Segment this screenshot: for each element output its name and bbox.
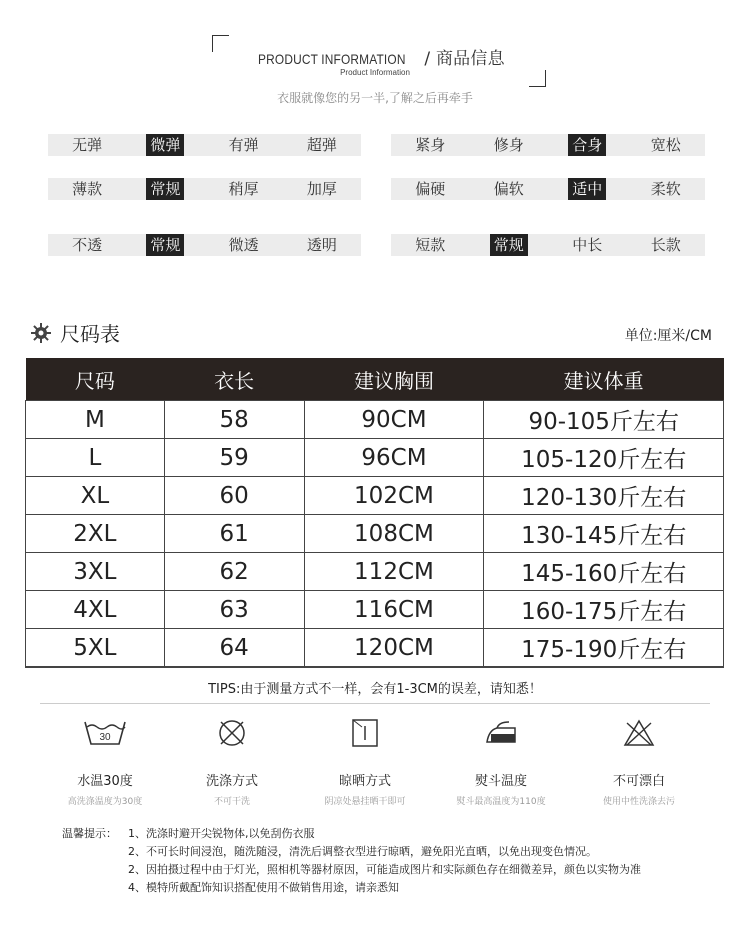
attr-option-label: 微透 xyxy=(228,236,259,254)
attr-row-thickness xyxy=(48,178,361,200)
table-body xyxy=(26,401,724,668)
product-info-header xyxy=(0,0,750,120)
attr-option-label: 紧身 xyxy=(415,136,446,154)
note-item: 2、因拍摄过程中由于灯光，照相机等器材原因，可能造成图片和实际颜色存在细微差异，颜色以实物为准 xyxy=(128,863,641,876)
table-cell: 116CM xyxy=(304,591,484,629)
table-cell: 108CM xyxy=(304,515,484,553)
no-dry-clean-icon xyxy=(215,718,249,748)
table-cell: 90-105斤左右 xyxy=(484,401,724,439)
table-cell: 175-190斤左右 xyxy=(484,629,724,668)
note-item: 4、模特所戴配饰知识搭配使用不做销售用途，请亲悉知 xyxy=(128,881,399,894)
attr-option-label: 有弹 xyxy=(228,136,259,154)
no-bleach-icon xyxy=(622,718,656,748)
attr-option-label: 不透 xyxy=(72,236,103,254)
attr-option-label: 无弹 xyxy=(72,136,103,154)
attr-row-transparency xyxy=(48,234,361,256)
care-desc: 使用中性洗涤去污 xyxy=(602,797,675,807)
table-cell: 63 xyxy=(164,591,304,629)
attr-option xyxy=(391,134,470,156)
table-row xyxy=(26,553,724,591)
attr-option-label: 偏硬 xyxy=(415,180,446,198)
attr-option-label: 长款 xyxy=(650,236,681,254)
attr-option-label: 合身 xyxy=(568,134,606,156)
unit-label: 单位:厘米/CM xyxy=(624,328,712,344)
table-cell: 120-130斤左右 xyxy=(484,477,724,515)
notes-list xyxy=(128,825,748,897)
note-item: 1、洗涤时避开尖锐物体,以免刮伤衣服 xyxy=(128,827,315,840)
attr-option-selected xyxy=(470,234,549,256)
attr-option-selected xyxy=(126,234,204,256)
attr-option xyxy=(48,134,126,156)
attr-option-selected xyxy=(126,178,204,200)
attr-option-label: 常规 xyxy=(146,234,184,256)
attr-option-label: 微弹 xyxy=(146,134,184,156)
attr-option xyxy=(48,178,126,200)
attr-option-label: 加厚 xyxy=(306,180,337,198)
tagline: 衣服就像您的另一半,了解之后再牵手 xyxy=(277,91,473,105)
attr-option xyxy=(627,178,706,200)
notes-label: 温馨提示： xyxy=(62,827,117,840)
care-title: 水温30度 xyxy=(77,774,133,789)
page-title xyxy=(0,44,750,69)
attr-option xyxy=(548,234,627,256)
attr-option xyxy=(48,234,126,256)
table-cell: 58 xyxy=(164,401,304,439)
attr-option-label: 短款 xyxy=(415,236,446,254)
table-cell: 62 xyxy=(164,553,304,591)
table-row xyxy=(26,591,724,629)
attr-option-label: 常规 xyxy=(490,234,528,256)
wash-temp-text: 30 xyxy=(99,732,111,743)
size-table xyxy=(25,358,724,668)
care-title: 洗涤方式 xyxy=(205,774,258,789)
attr-option-label: 适中 xyxy=(568,178,606,200)
attr-option xyxy=(205,134,283,156)
attr-option-label: 常规 xyxy=(146,178,184,200)
attr-option xyxy=(283,178,361,200)
table-cell: 145-160斤左右 xyxy=(484,553,724,591)
care-title: 晾晒方式 xyxy=(338,774,391,789)
table-cell: 4XL xyxy=(26,591,165,629)
attr-option-label: 修身 xyxy=(493,136,524,154)
attr-option xyxy=(391,178,470,200)
attr-option xyxy=(627,234,706,256)
care-title: 熨斗温度 xyxy=(474,774,527,789)
table-row xyxy=(26,477,724,515)
table-header-row xyxy=(26,358,724,401)
table-cell: 112CM xyxy=(304,553,484,591)
title-cn: 商品信息 xyxy=(435,49,505,69)
table-cell: 61 xyxy=(164,515,304,553)
attr-option-label: 宽松 xyxy=(650,136,681,154)
attr-option xyxy=(627,134,706,156)
attr-row-elasticity xyxy=(48,134,361,156)
attr-option xyxy=(283,134,361,156)
attr-row-length xyxy=(391,234,705,256)
table-cell: 59 xyxy=(164,439,304,477)
table-row xyxy=(26,439,724,477)
attr-row-fit xyxy=(391,134,705,156)
attr-option-label: 稍厚 xyxy=(228,180,259,198)
care-item-iron xyxy=(431,718,571,807)
page-subtitle: Product Information xyxy=(340,68,410,77)
attr-option-selected xyxy=(548,178,627,200)
size-chart-heading xyxy=(30,318,120,347)
table-cell: 105-120斤左右 xyxy=(484,439,724,477)
care-title: 不可漂白 xyxy=(612,774,665,789)
table-cell: M xyxy=(26,401,165,439)
attr-option xyxy=(391,234,470,256)
column-header: 衣长 xyxy=(164,358,304,401)
attr-option-label: 透明 xyxy=(306,236,337,254)
table-cell: 96CM xyxy=(304,439,484,477)
table-cell: 120CM xyxy=(304,629,484,668)
care-item-dry xyxy=(295,718,435,807)
attr-option xyxy=(283,234,361,256)
attr-option-selected xyxy=(126,134,204,156)
title-separator: / xyxy=(418,49,436,69)
table-cell: L xyxy=(26,439,165,477)
attr-option-label: 中长 xyxy=(572,236,603,254)
hang-dry-icon xyxy=(350,718,380,748)
table-cell: 160-175斤左右 xyxy=(484,591,724,629)
attr-option-label: 柔软 xyxy=(650,180,681,198)
table-cell: 5XL xyxy=(26,629,165,668)
care-item-wash xyxy=(35,718,175,807)
wash-30-icon xyxy=(83,718,127,748)
attr-option-label: 超弹 xyxy=(306,136,337,154)
attr-option-selected xyxy=(548,134,627,156)
gear-icon xyxy=(30,322,52,344)
table-row xyxy=(26,401,724,439)
iron-icon xyxy=(481,718,521,748)
table-row xyxy=(26,629,724,668)
title-en: PRODUCT INFORMATION xyxy=(258,51,406,67)
table-cell: 130-145斤左右 xyxy=(484,515,724,553)
table-cell: XL xyxy=(26,477,165,515)
divider xyxy=(40,703,710,704)
care-desc: 熨斗最高温度为110度 xyxy=(456,797,546,807)
care-item-wash-method xyxy=(162,718,302,807)
care-desc: 阴凉处悬挂晒干即可 xyxy=(324,797,406,807)
care-desc: 不可干洗 xyxy=(213,797,250,807)
attr-option xyxy=(470,134,549,156)
column-header: 建议体重 xyxy=(484,358,724,401)
table-cell: 90CM xyxy=(304,401,484,439)
care-item-bleach xyxy=(569,718,709,807)
attr-option-label: 偏软 xyxy=(493,180,524,198)
attr-row-softness xyxy=(391,178,705,200)
attr-option xyxy=(470,178,549,200)
table-cell: 60 xyxy=(164,477,304,515)
table-cell: 102CM xyxy=(304,477,484,515)
column-header: 建议胸围 xyxy=(304,358,484,401)
column-header: 尺码 xyxy=(26,358,165,401)
attr-option-label: 薄款 xyxy=(72,180,103,198)
note-item: 2、不可长时间浸泡，随洗随浸，清洗后调整衣型进行晾晒，避免阳光直晒，以免出现变色情况。 xyxy=(128,845,597,858)
tips-text: TIPS:由于测量方式不一样，会有1-3CM的误差，请知悉！ xyxy=(208,682,542,697)
table-cell: 2XL xyxy=(26,515,165,553)
table-row xyxy=(26,515,724,553)
size-chart-title: 尺码表 xyxy=(60,322,120,346)
attr-option xyxy=(205,234,283,256)
care-desc: 高洗涤温度为30度 xyxy=(67,797,143,807)
table-cell: 64 xyxy=(164,629,304,668)
attr-option xyxy=(205,178,283,200)
table-cell: 3XL xyxy=(26,553,165,591)
